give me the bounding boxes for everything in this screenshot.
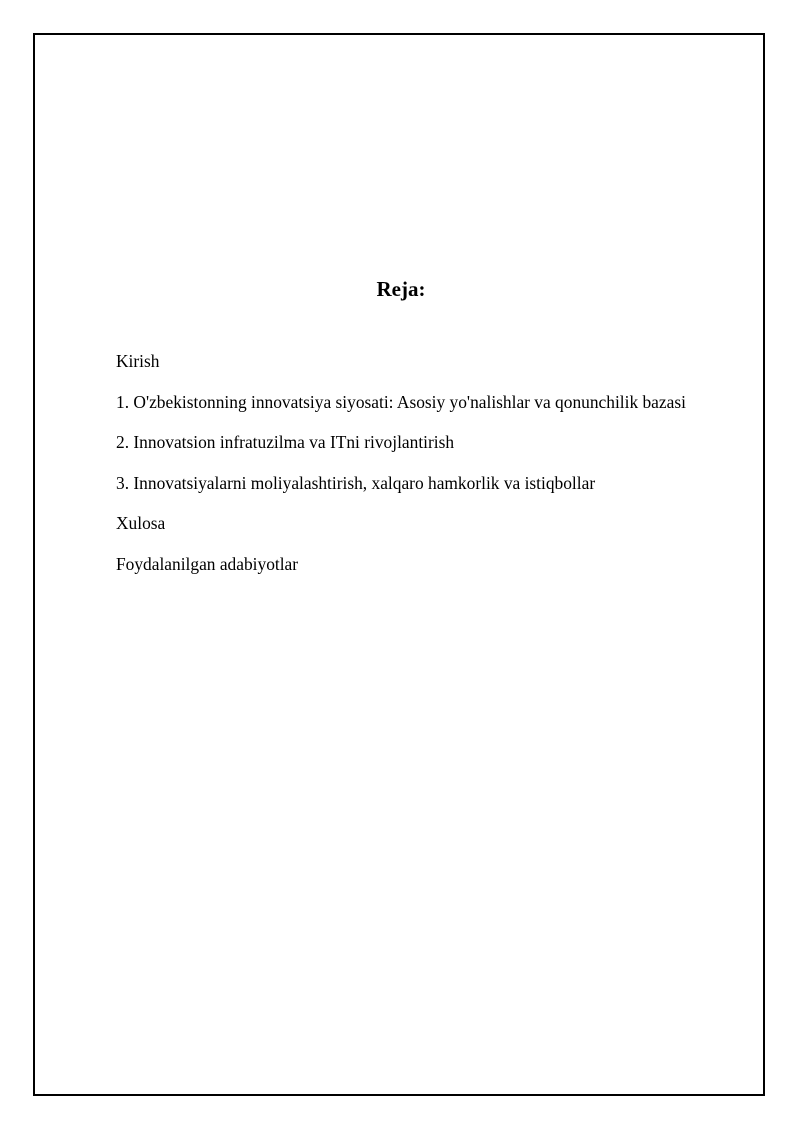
plan-list — [116, 351, 686, 595]
plan-item-chapter-2: 2. Innovatsion infratuzilma va ITni rivojlantirish — [116, 432, 455, 453]
page-border — [33, 33, 765, 1096]
page-title: Reja: — [376, 277, 426, 301]
plan-item-conclusion: Xulosa — [116, 513, 166, 534]
plan-item-chapter-3: 3. Innovatsiyalarni moliyalashtirish, xalqaro hamkorlik va istiqbollar — [116, 472, 596, 493]
plan-item-references: Foydalanilgan adabiyotlar — [116, 553, 299, 574]
plan-item-introduction: Kirish — [116, 351, 160, 371]
plan-item-chapter-1: 1. O'zbekistonning innovatsiya siyosati: Asosiy yo'nalishlar va qonunchilik bazasi — [116, 391, 686, 412]
